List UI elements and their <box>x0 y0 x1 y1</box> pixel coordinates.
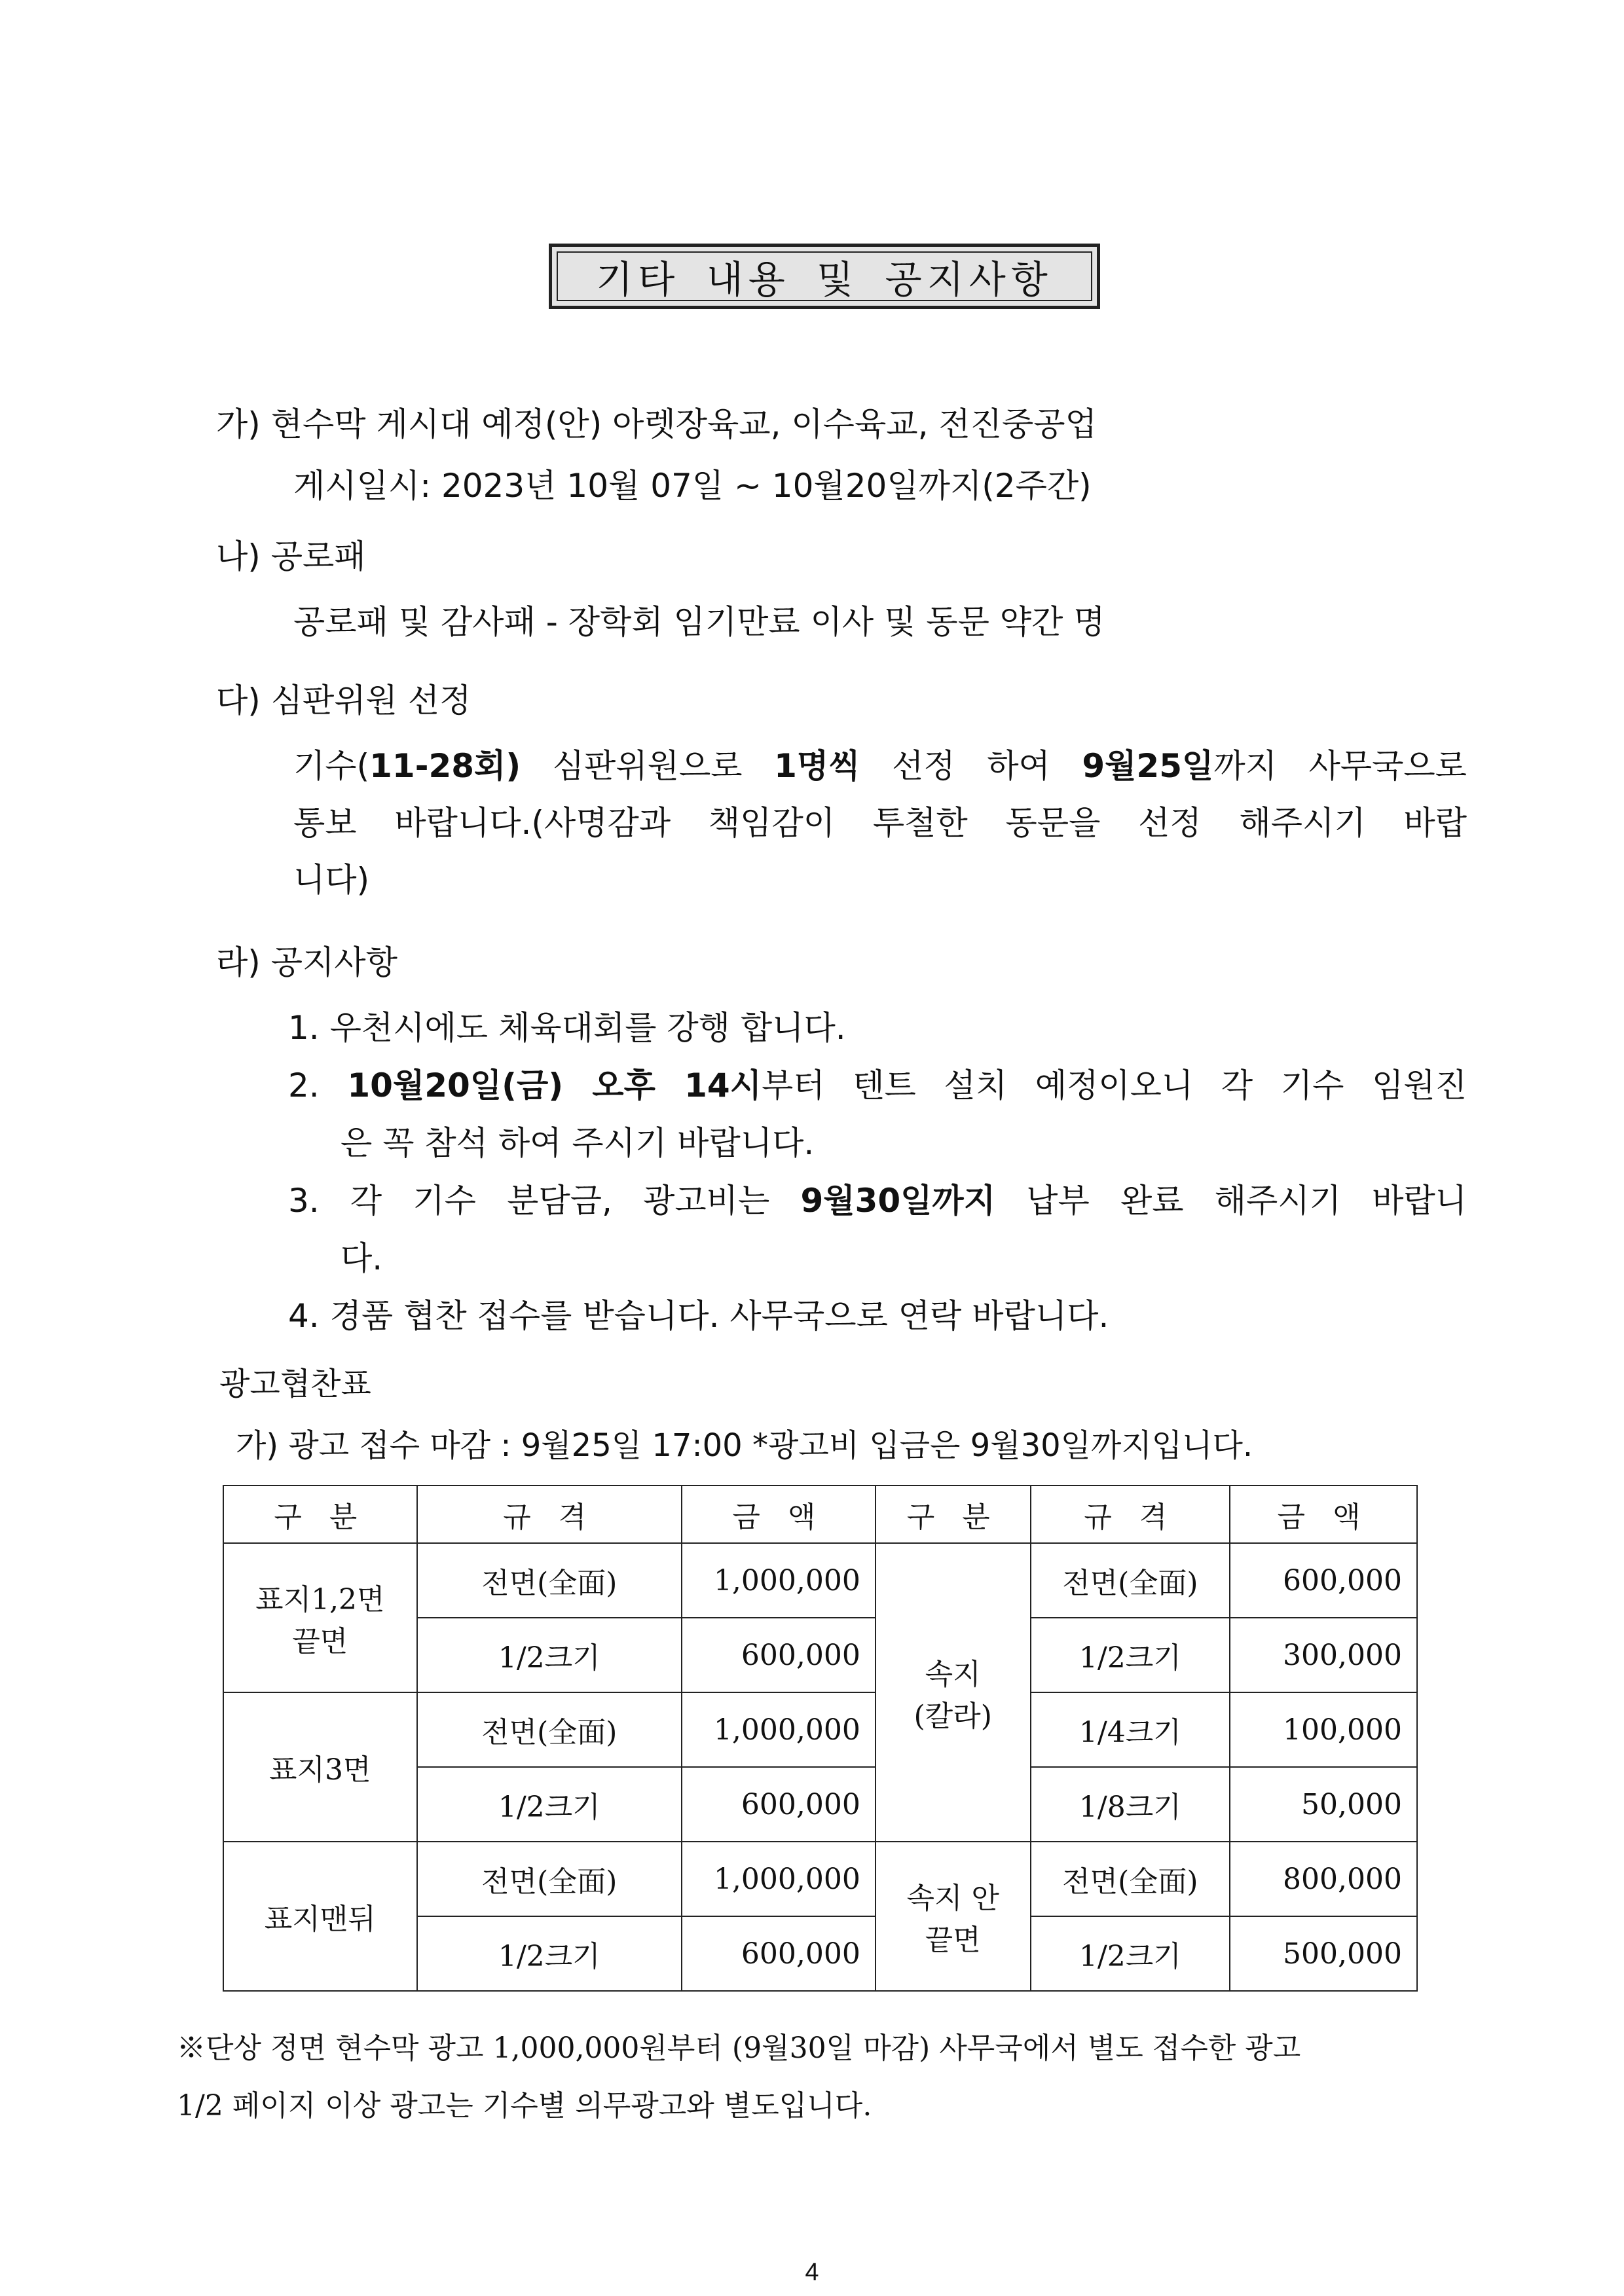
ad-table <box>223 1485 1418 1992</box>
category-cell: 표지1,2면 끝면 <box>223 1543 417 1692</box>
ad-deadline: 가) 광고 접수 마감 : 9월25일 17:00 *광고비 입금은 9월30일까지입니다. <box>236 1427 1253 1464</box>
section-da-heading: 다) 심판위원 선정 <box>216 682 471 720</box>
amount-cell: 300,000 <box>1230 1618 1417 1692</box>
spec-cell: 1/2크기 <box>417 1916 682 1991</box>
amount-cell: 800,000 <box>1230 1842 1417 1916</box>
header-cell: 구 분 <box>876 1485 1031 1543</box>
item2-bold: 10월20일(금) 오후 14시 <box>347 1066 762 1104</box>
notice-item-2 <box>288 1066 1467 1105</box>
ad-heading: 광고협찬표 <box>219 1366 371 1402</box>
category-cell: 속지 안 끝면 <box>876 1842 1031 1991</box>
notice-item-1: 1. 우천시에도 체육대회를 강행 합니다. <box>288 1009 846 1047</box>
header-cell: 규 격 <box>1031 1485 1230 1543</box>
notice-item-3 <box>288 1181 1467 1220</box>
spec-cell: 1/2크기 <box>417 1767 682 1842</box>
section-na-heading: 나) 공로패 <box>216 538 366 575</box>
page-number: 4 <box>805 2259 819 2286</box>
category-cell: 표지3면 <box>223 1692 417 1842</box>
amount-cell: 600,000 <box>682 1767 876 1842</box>
item2-rest: 부터 텐트 설치 예정이오니 각 기수 임원진 <box>761 1066 1467 1104</box>
amount-cell: 1,000,000 <box>682 1543 876 1618</box>
header-cell: 금 액 <box>682 1485 876 1543</box>
footnote-line-2: 1/2 페이지 이상 광고는 기수별 의무광고와 별도입니다. <box>177 2089 872 2123</box>
item3-a: 3. 각 기수 분담금, 광고비는 <box>288 1182 801 1220</box>
category-cell: 표지맨뒤 <box>223 1842 417 1991</box>
spec-cell: 1/2크기 <box>1031 1618 1230 1692</box>
page-title-text: 기타 내용 및 공지사항 <box>596 257 1053 302</box>
spec-cell: 1/2크기 <box>417 1618 682 1692</box>
header-cell: 구 분 <box>223 1485 417 1543</box>
section-ra-heading: 라) 공지사항 <box>216 943 397 981</box>
amount-cell: 100,000 <box>1230 1692 1417 1767</box>
section-da-line3: 니다) <box>293 861 370 899</box>
section-ga-heading: 가) 현수막 게시대 예정(안) 아렛장육교, 이수육교, 전진중공업 <box>216 405 1097 443</box>
amount-cell: 1,000,000 <box>682 1692 876 1767</box>
da-text-g: 까지 사무국으로 <box>1213 747 1467 785</box>
item3-bold: 9월30일까지 <box>800 1182 996 1220</box>
section-ga-detail: 게시일시: 2023년 10월 07일 ~ 10월20일까지(2주간) <box>293 467 1092 505</box>
da-text-e: 선정 하여 <box>860 747 1082 785</box>
table-row <box>223 1842 1417 1916</box>
ad-table-header-row <box>223 1485 1417 1543</box>
header-cell: 금 액 <box>1230 1485 1417 1543</box>
spec-cell: 1/2크기 <box>1031 1916 1230 1991</box>
amount-cell: 600,000 <box>682 1618 876 1692</box>
spec-cell: 전면(全面) <box>1031 1543 1230 1618</box>
category-cell: 속지 (칼라) <box>876 1543 1031 1842</box>
amount-cell: 500,000 <box>1230 1916 1417 1991</box>
da-text-c: 심판위원으로 <box>521 747 775 785</box>
footnote-line-1: ※단상 정면 현수막 광고 1,000,000원부터 (9월30일 마감) 사무국에서 별도 접수한 광고 <box>177 2032 1301 2065</box>
notice-item-2-cont: 은 꼭 참석 하여 주시기 바랍니다. <box>341 1124 815 1162</box>
da-text-d: 1명씩 <box>774 747 860 785</box>
amount-cell: 50,000 <box>1230 1767 1417 1842</box>
da-text-a: 기수( <box>293 747 370 785</box>
notice-item-3-cont: 다. <box>341 1239 383 1277</box>
spec-cell: 전면(全面) <box>1031 1842 1230 1916</box>
item3-c: 납부 완료 해주시기 바랍니 <box>995 1182 1467 1220</box>
table-row <box>223 1543 1417 1618</box>
table-row <box>223 1692 1417 1767</box>
section-na-detail: 공로패 및 감사패 - 장학회 임기만료 이사 및 동문 약간 명 <box>293 603 1105 641</box>
spec-cell: 1/8크기 <box>1031 1767 1230 1842</box>
da-text-b: 11-28회) <box>369 747 521 785</box>
spec-cell: 전면(全面) <box>417 1543 682 1618</box>
amount-cell: 600,000 <box>682 1916 876 1991</box>
item2-num: 2. <box>288 1066 348 1104</box>
amount-cell: 600,000 <box>1230 1543 1417 1618</box>
da-text-f: 9월25일 <box>1082 747 1214 785</box>
spec-cell: 전면(全面) <box>417 1842 682 1916</box>
amount-cell: 1,000,000 <box>682 1842 876 1916</box>
spec-cell: 전면(全面) <box>417 1692 682 1767</box>
page-title <box>549 244 1100 309</box>
spec-cell: 1/4크기 <box>1031 1692 1230 1767</box>
section-da-line2: 통보 바랍니다.(사명감과 책임감이 투철한 동문을 선정 해주시기 바랍 <box>293 804 1467 842</box>
section-da-line1 <box>293 746 1467 786</box>
header-cell: 규 격 <box>417 1485 682 1543</box>
notice-item-4: 4. 경품 협찬 접수를 받습니다. 사무국으로 연락 바랍니다. <box>288 1297 1109 1335</box>
